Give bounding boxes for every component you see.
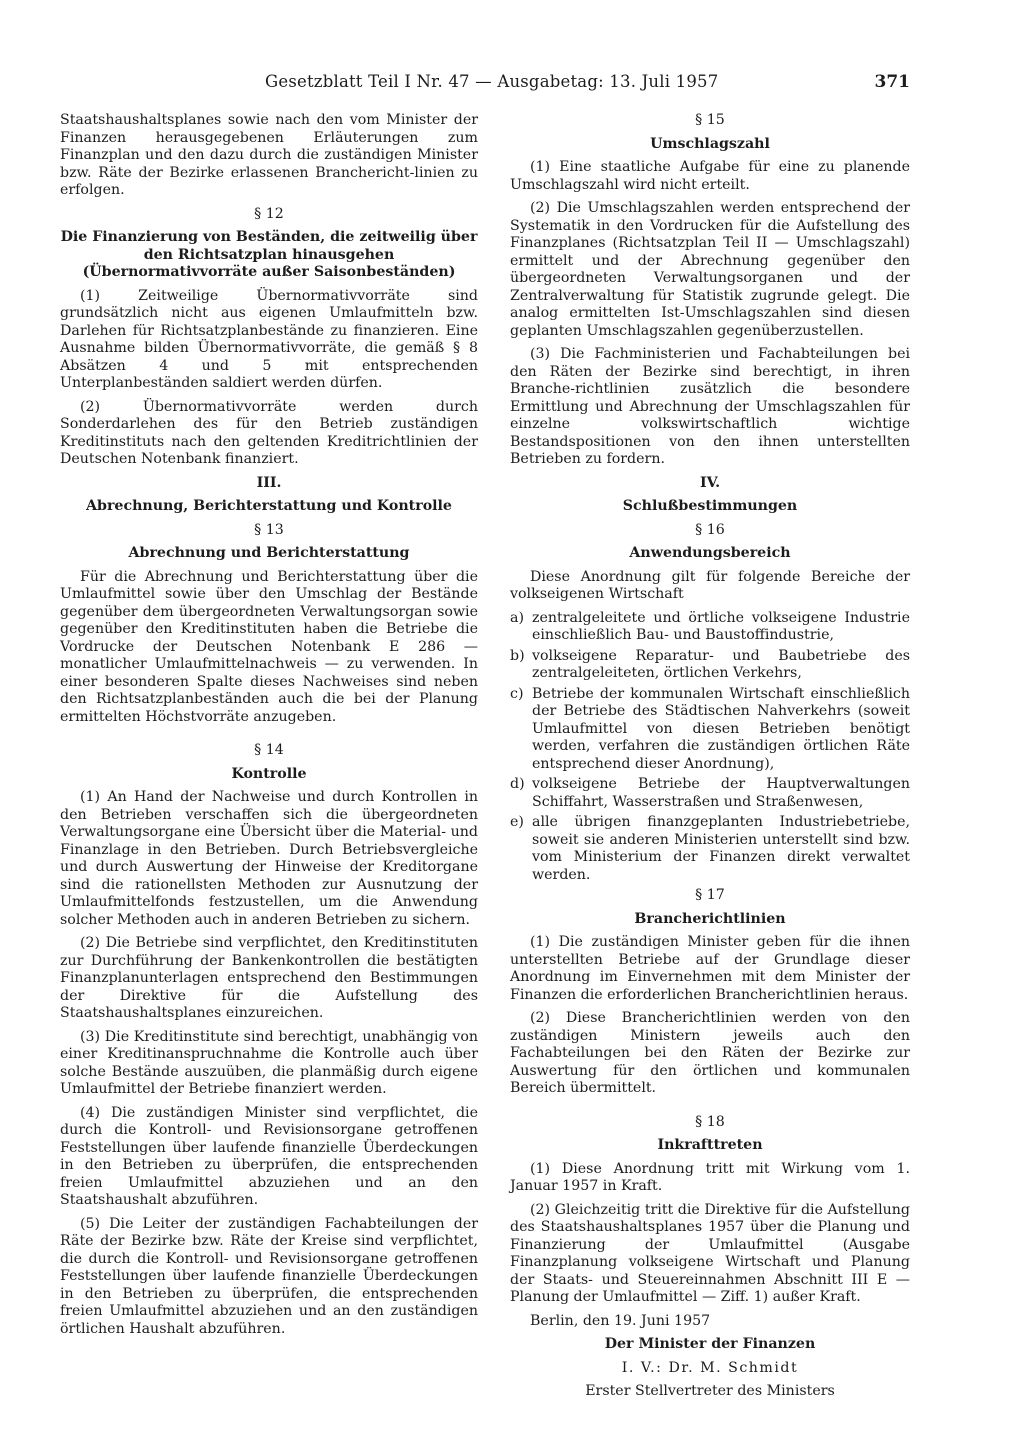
paragraph: Für die Abrechnung und Berichterstattung über die Umlaufmittel sowie über den Umschlag der Bestände gegenüber dem übergeordneten Verwaltungsorgan sowie gegenüber den Kreditinstituten haben die Betriebe die Vordrucke der Deutschen Notenbank E 286 — monatlicher Umlaufmittelnachweis — zu verwenden. In einer besonderen Spalte dieses Nachweises sind neben den Richtsatzplanbeständen auch die bei der Planung ermittelten Höchstvorräte anzugeben. [60,568,478,725]
paragraph: (3) Die Kreditinstitute sind berechtigt, unabhängig von einer Kreditinanspruchnahme die Kontrolle auch über solche Bestände auszuüben, die planmäßig durch eigene Umlaufmittel der Betriebe finanziert werden. [60,1028,478,1097]
list-item [510,776,910,811]
paragraph: (2) Übernormativvorräte werden durch Sonderdarlehen des für den Betrieb zuständigen Kreditinstituts nach den geltenden Kreditrichtlinien der Deutschen Notenbank finanziert. [60,398,478,467]
list-item-text: Betriebe der kommunalen Wirtschaft einschließlich der Betriebe des Städtischen Nahverkehrs (soweit Umlaufmittel von diesen Betrieben benötigt werden, verfahren die zuständigen örtlichen Räte entsprechend dieser Anordnung), [532,685,910,772]
paragraph: (2) Die Betriebe sind verpflichtet, den Kreditinstituten zur Durchführung der Bankenkontrollen die bestätigten Finanzplanunterlagen entsprechend den Bestimmungen der Direktive für die Aufstellung des Staatshaushaltsplanes einzureichen. [60,935,478,1021]
section-14 [60,742,478,1338]
list-item-label: e) [510,814,524,830]
list-item [510,610,910,645]
list-item-label: c) [510,685,524,702]
paragraph: (1) Diese Anordnung tritt mit Wirkung vom 1. Januar 1957 in Kraft. [510,1160,910,1194]
list-item [510,814,910,884]
paragraph: (3) Die Fachministerien und Fachabteilungen bei den Räten der Bezirke sind berechtigt, in ihren Branche-richtlinien zusätzlich die besondere Ermittlung und Abrechnung der Umschlagszahlen für einzelne volkswirtschaftlich wichtige Bestandspositionen von den ihnen unterstellten Betrieben zu fordern. [510,346,910,467]
list-item-text: zentralgeleitete und örtliche volkseigene Industrie einschließlich Bau- und Baustoffindustrie, [532,609,910,643]
list-item-label: d) [510,776,525,792]
part-number: IV. [699,474,721,491]
left-column [60,112,478,1344]
part-title: Schlußbestimmungen [622,498,798,514]
section-number: § 15 [695,112,725,128]
list-item-text: alle übrigen finanzgeplanten Industriebetriebe, soweit sie anderen Ministerien unterstellt sind bzw. vom Ministerium der Finanzen direkt verwaltet werden. [532,814,910,883]
section-13 [60,522,478,727]
signature-organization: Der Minister der Finanzen [604,1336,816,1352]
right-column [510,112,910,1407]
paragraph: (2) Die Umschlagszahlen werden entsprechend der Systematik in den Vordrucken für die Aufstellung des Finanzplanes (Richtsatzplan Teil II — Umschlagszahl) ermittelt und der Abrechnung gegenüber den übergeordneten Verwaltungsorganen und der Zentralverwaltung für Statistik zugrunde gelegt. Die analog ermittelten Ist-Umschlagszahlen sind diesen geplanten Umschlagszahlen gegenüberzustellen. [510,200,910,339]
paragraph: (1) Zeitweilige Übernormativvorräte sind grundsätzlich nicht aus eigenen Umlaufmitteln bzw. Darlehen für Richtsatzplanbestände zu finanzieren. Eine Ausnahme bilden Übernormativvorräte, die gemäß § 8 Absätzen 4 und 5 mit entsprechenden Unterplanbeständen saldiert werden dürfen. [60,287,478,391]
list-item [510,648,910,683]
signature-name: I. V.: Dr. M. Schmidt [621,1359,799,1376]
part-title: Abrechnung, Berichterstattung und Kontrolle [86,498,452,514]
paragraph: (5) Die Leiter der zuständigen Fachabteilungen der Räte der Bezirke bzw. Räte der Kreise sind verpflichtet, die durch die Kontroll- und Revisionsorgane getroffenen Feststellungen über laufende finanzielle Überdeckungen in den Betrieben zu überprüfen, die entsprechenden freien Umlaufmittel abzuziehen und an den zuständigen örtlichen Haushalt abzuführen. [60,1215,478,1337]
part-3 [60,475,478,516]
section-number: § 17 [695,887,725,903]
list-item [510,686,910,774]
section-title: Brancherichtlinien [634,910,786,927]
paragraph: Staatshaushaltsplanes sowie nach den vom Minister der Finanzen herausgegebenen Erläuterungen zum Finanzplan und den dazu durch die zuständigen Minister bzw. Räte der Bezirke erlassenen Branchericht-linien zu erfolgen. [60,112,478,198]
paragraph: (1) An Hand der Nachweise und durch Kontrollen in den Betrieben verschaffen sich die übergeordneten Verwaltungsorgane eine Übersicht über die Material- und Finanzlage in den Betrieben. Durch Betriebsvergleiche und durch Auswertung der Hinweise der Kreditorgane sind die rationellsten Methoden zur Ausnutzung der Umlaufmittelfonds festzustellen, um die Anwendung solcher Methoden auch in anderen Betrieben zu sichern. [60,789,478,928]
list-item-text: volkseigene Reparatur- und Baubetriebe des zentralgeleiteten, örtlichen Verkehrs, [532,647,910,681]
signature-block [510,1313,910,1401]
paragraph: (2) Diese Brancherichtlinien werden von den zuständigen Ministern jeweils auch den Fachabteilungen bei den Räten der Bezirke zur Auswertung für den örtlichen und kommunalen Bereich übermittelt. [510,1010,910,1096]
list-item-label: b) [510,647,525,664]
section-18 [510,1114,910,1307]
section-number: § 12 [254,205,284,222]
section-title: Anwendungsbereich [629,545,791,561]
running-title: Gesetzblatt Teil I Nr. 47 — Ausgabetag: 13. Juli 1957 [265,72,719,91]
section-title: Inkrafttreten [657,1137,763,1153]
section-title: Die Finanzierung von Beständen, die zeitweilig über den Richtsatzplan hinausgehen (Übernormativvorräte außer Saisonbeständen) [60,229,478,280]
section-title: Umschlagszahl [650,135,770,152]
paragraph: (1) Eine staatliche Aufgabe für eine zu planende Umschlagszahl wird nicht erteilt. [510,159,910,193]
part-number: III. [256,474,282,491]
section-number: § 13 [254,521,284,538]
section-number: § 18 [695,1113,725,1130]
list-item-label: a) [510,609,524,626]
list-item-text: volkseigene Betriebe der Hauptverwaltungen Schiffahrt, Wasserstraßen und Straßenwesen, [532,776,910,810]
paragraph: (4) Die zuständigen Minister sind verpflichtet, die durch die Kontroll- und Revisionsorgane getroffenen Feststellungen über laufende finanzielle Überdeckungen in den Betrieben zu überprüfen, die entsprechenden freien Umlaufmittel abzuziehen und an den Staatshaushalt abzuführen. [60,1104,478,1208]
paragraph: (2) Gleichzeitig tritt die Direktive für die Aufstellung des Staatshaushaltsplanes 1957 über die Planung und Finanzierung der Umlaufmittel (Ausgabe Finanzplanung volkseigene Wirtschaft und Planung der Staats- und Steuereinnahmen Abschnitt III E — Planung der Umlaufmittel — Ziff. 1) außer Kraft. [510,1201,910,1305]
section-title: Abrechnung und Berichterstattung [128,545,410,561]
page-header [60,72,910,100]
section-title: Kontrolle [231,765,307,782]
paragraph: (1) Die zuständigen Minister geben für die ihnen unterstellten Betriebe auf der Grundlage dieser Anordnung im Einvernehmen mit dem Minister der Finanzen die erforderlichen Brancherichtlinien heraus. [510,934,910,1003]
section-17 [510,887,910,1098]
signature-role: Erster Stellvertreter des Ministers [585,1383,835,1399]
section-15 [510,112,910,469]
section-number: § 14 [254,742,284,758]
section-number: § 16 [695,521,725,538]
page-number: 371 [874,72,910,92]
section-16 [510,522,910,885]
place-date: Berlin, den 19. Juni 1957 [530,1312,711,1329]
section-12 [60,206,478,469]
part-4 [510,475,910,516]
paragraph: Diese Anordnung gilt für folgende Bereiche der volkseigenen Wirtschaft [510,568,910,602]
